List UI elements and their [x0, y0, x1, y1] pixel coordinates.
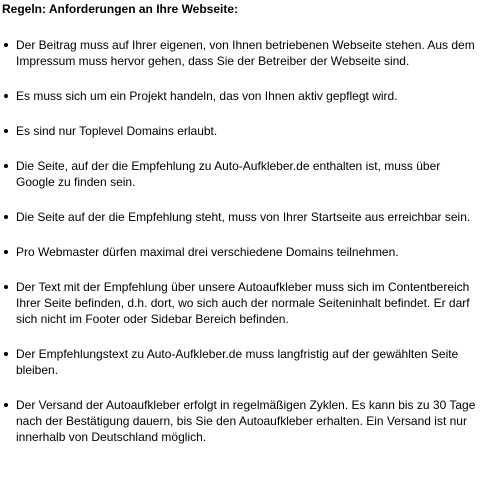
- bullet-icon: [4, 352, 8, 356]
- rule-text: Es sind nur Toplevel Domains erlaubt.: [16, 124, 218, 138]
- rule-text: Der Versand der Autoaufkleber erfolgt in regelmäßigen Zyklen. Es kann bis zu 30 Tage nach der Bestätigung dauern, bis Sie den Autoaufkleber erhalten. Ein Versand ist nur innerhalb von Deutschland möglich.: [16, 398, 476, 444]
- list-item: [2, 346, 495, 378]
- bullet-icon: [4, 164, 8, 168]
- rule-text: Die Seite, auf der die Empfehlung zu Auto-Aufkleber.de enthalten ist, muss über Google zu finden sein.: [16, 159, 441, 189]
- list-item: [2, 209, 495, 225]
- list-item: [2, 397, 495, 445]
- list-item: [2, 279, 495, 327]
- page-heading: Regeln: Anforderungen an Ihre Webseite:: [2, 2, 239, 16]
- bullet-icon: [4, 285, 8, 289]
- list-item: [2, 158, 495, 190]
- rule-text: Pro Webmaster dürfen maximal drei verschiedene Domains teilnehmen.: [16, 245, 399, 259]
- list-item: [2, 244, 495, 260]
- rule-text: Der Beitrag muss auf Ihrer eigenen, von Ihnen betriebenen Webseite stehen. Aus dem Impressum muss hervor gehen, dass Sie der Betreiber der Webseite sind.: [16, 38, 475, 68]
- rules-list: [2, 37, 495, 445]
- rule-text: Der Text mit der Empfehlung über unsere Autoaufkleber muss sich im Contentbereich Ihrer Seite befinden, d.h. dort, wo sich auch der normale Seiteninhalt befindet. Er darf sich nicht im Footer oder Sidebar Bereich befinden.: [16, 280, 470, 326]
- list-item: [2, 88, 495, 104]
- rule-text: Der Empfehlungstext zu Auto-Aufkleber.de muss langfristig auf der gewählten Seite bleiben.: [16, 347, 459, 377]
- bullet-icon: [4, 403, 8, 407]
- rule-text: Die Seite auf der die Empfehlung steht, muss von Ihrer Startseite aus erreichbar sein.: [16, 210, 471, 224]
- bullet-icon: [4, 250, 8, 254]
- bullet-icon: [4, 43, 8, 47]
- list-item: [2, 37, 495, 69]
- bullet-icon: [4, 215, 8, 219]
- bullet-icon: [4, 94, 8, 98]
- list-item: [2, 123, 495, 139]
- bullet-icon: [4, 129, 8, 133]
- rule-text: Es muss sich um ein Projekt handeln, das von Ihnen aktiv gepflegt wird.: [16, 89, 398, 103]
